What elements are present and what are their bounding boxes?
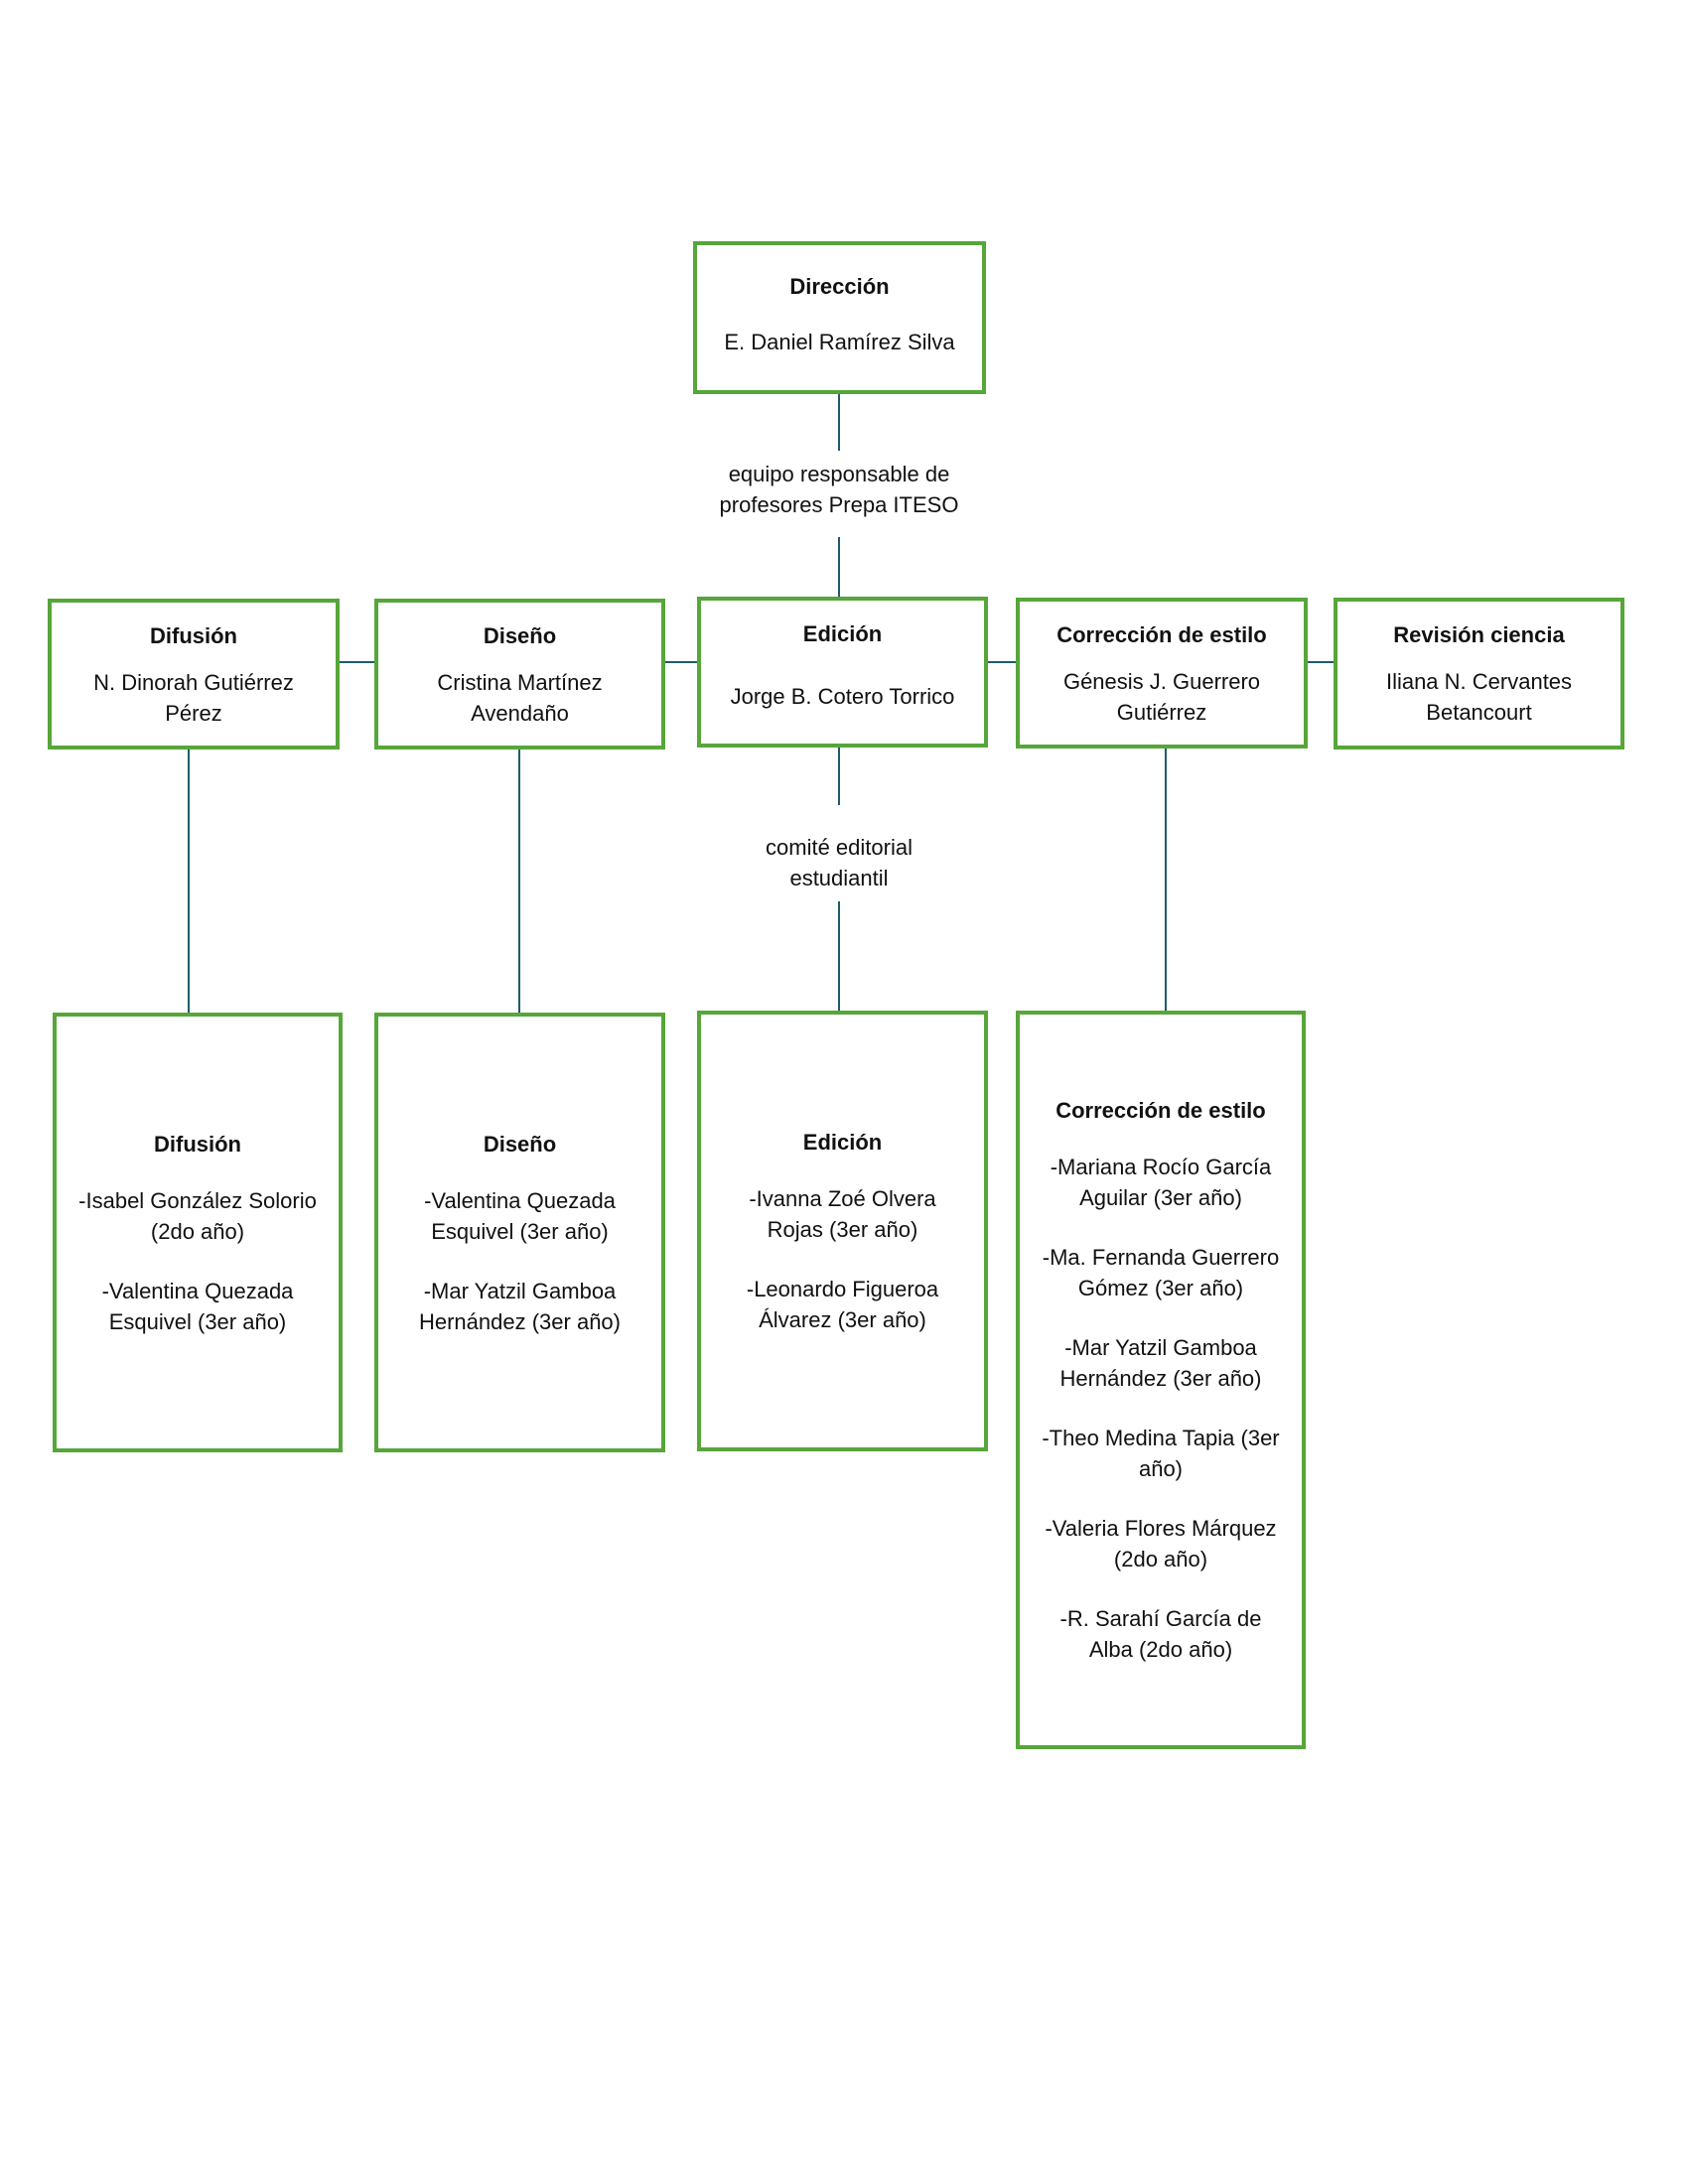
member-item: -Leonardo Figueroa Álvarez (3er año) [746, 1277, 939, 1332]
box-direccion-name: E. Daniel Ramírez Silva [724, 329, 955, 354]
box-students-diseno-members [398, 1185, 642, 1337]
box-staff-diseno-name-wrap [392, 667, 648, 729]
member-item: -R. Sarahí García de Alba (2do año) [1059, 1606, 1262, 1662]
member-item: -Valentina Quezada Esquivel (3er año) [424, 1187, 616, 1244]
connector-difusion-diseno [340, 661, 374, 663]
box-students-edicion-title: Edición [802, 1130, 883, 1155]
box-staff-correccion-title: Corrección de estilo [1056, 622, 1267, 647]
connector-label-teachers [680, 459, 998, 520]
box-students-correccion-members [1039, 1152, 1283, 1665]
connector-label-students-line1: comité editorial [766, 835, 913, 860]
box-staff-correccion-name-wrap [1034, 666, 1290, 728]
connector-root-lower [838, 537, 840, 597]
box-staff-edicion-title: Edición [802, 621, 883, 646]
box-staff-difusion-title: Difusión [150, 623, 237, 648]
box-staff-difusion-name-wrap [66, 667, 322, 729]
connector-correccion-revision [1308, 661, 1334, 663]
member-item: -Isabel González Solorio (2do año) [78, 1187, 317, 1244]
connector-diseno-down [518, 750, 520, 1014]
box-staff-edicion [697, 597, 988, 748]
box-staff-revision [1334, 598, 1624, 750]
box-students-edicion [697, 1011, 988, 1451]
connector-correccion-down [1165, 749, 1167, 1011]
connector-edicion-down-upper [838, 748, 840, 805]
box-students-difusion [53, 1013, 343, 1452]
box-students-edicion-members [721, 1183, 965, 1335]
box-direccion-title: Dirección [789, 274, 890, 299]
connector-diseno-edicion [665, 661, 697, 663]
box-staff-diseno [374, 599, 665, 750]
box-staff-difusion-name: N. Dinorah Gutiérrez Pérez [93, 670, 294, 726]
box-students-correccion-title: Corrección de estilo [1055, 1098, 1266, 1123]
box-students-correccion [1016, 1011, 1306, 1749]
box-staff-revision-name: Iliana N. Cervantes Betancourt [1385, 669, 1573, 725]
box-direccion-name-wrap [724, 322, 954, 361]
box-direccion [693, 241, 986, 394]
connector-label-teachers-line1: equipo responsable de [728, 462, 950, 486]
box-staff-diseno-name: Cristina Martínez Avendaño [437, 670, 603, 726]
member-item: -Mariana Rocío García Aguilar (3er año) [1050, 1155, 1272, 1210]
member-item: -Mar Yatzil Gamboa Hernández (3er año) [418, 1278, 621, 1334]
connector-label-students [680, 832, 998, 893]
box-staff-edicion-name-wrap [731, 665, 955, 727]
box-students-diseno [374, 1013, 665, 1452]
box-students-difusion-members [75, 1185, 320, 1337]
member-item: -Ma. Fernanda Guerrero Gómez (3er año) [1042, 1245, 1280, 1300]
connector-edicion-down-lower [838, 901, 840, 1013]
member-item: -Valeria Flores Márquez (2do año) [1045, 1516, 1277, 1571]
member-item: -Valentina Quezada Esquivel (3er año) [101, 1278, 294, 1334]
connector-root-upper [838, 394, 840, 451]
box-staff-diseno-title: Diseño [483, 623, 557, 648]
connector-edicion-correccion [988, 661, 1016, 663]
box-staff-revision-name-wrap [1351, 666, 1608, 728]
member-item: -Theo Medina Tapia (3er año) [1042, 1426, 1280, 1481]
box-students-difusion-title: Difusión [154, 1131, 241, 1157]
box-staff-difusion [48, 599, 340, 750]
box-students-diseno-title: Diseño [483, 1131, 557, 1157]
connector-label-teachers-line2: profesores Prepa ITESO [719, 492, 959, 517]
box-staff-edicion-name: Jorge B. Cotero Torrico [730, 683, 955, 709]
box-staff-correccion [1016, 598, 1308, 749]
member-item: -Ivanna Zoé Olvera Rojas (3er año) [749, 1186, 936, 1242]
member-item: -Mar Yatzil Gamboa Hernández (3er año) [1059, 1335, 1262, 1391]
box-staff-revision-title: Revisión ciencia [1393, 622, 1565, 647]
box-staff-correccion-name: Génesis J. Guerrero Gutiérrez [1062, 669, 1261, 725]
connector-label-students-line2: estudiantil [789, 866, 889, 890]
connector-difusion-down [188, 750, 190, 1014]
